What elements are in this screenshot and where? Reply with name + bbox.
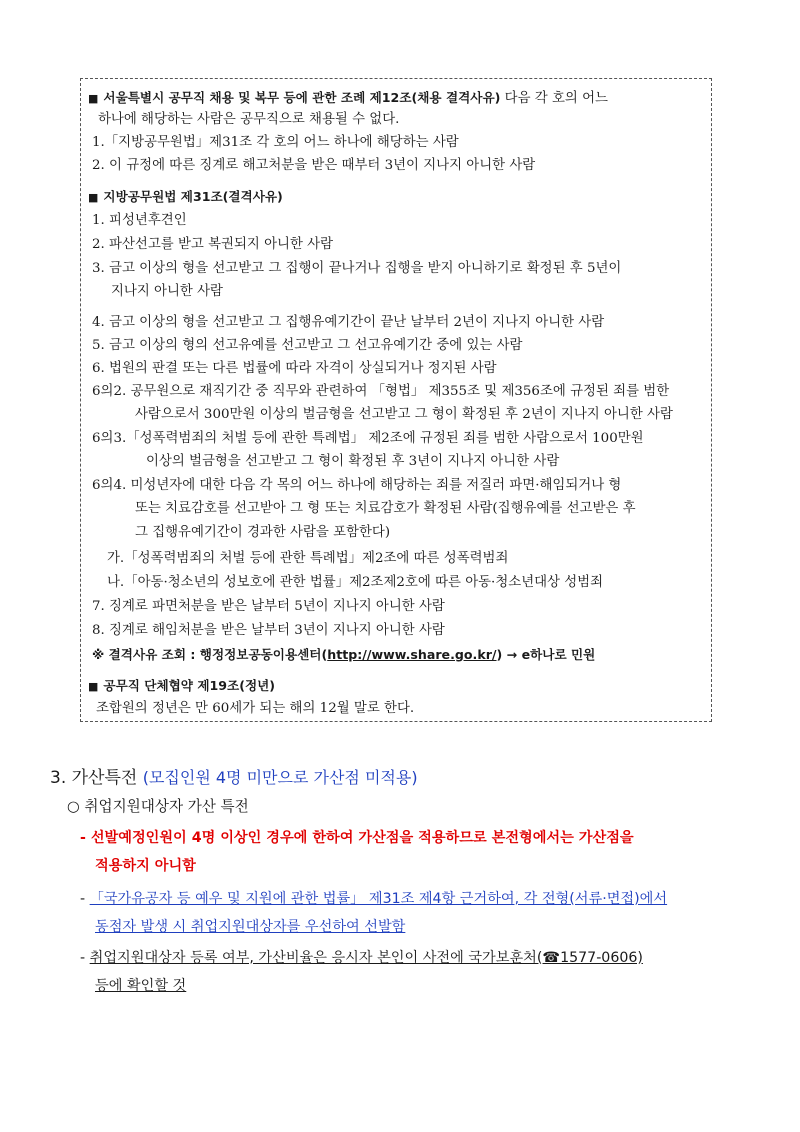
law-line: 그 집행유예기간이 경과한 사람을 포함한다) [135,525,391,540]
bonus-note-1-line-1: - 선발예정인원이 4명 이상인 경우에 한하여 가산점을 적용하므로 본전형에서는 가산점을 [80,830,634,846]
law-line: 6. 법원의 판결 또는 다른 법률에 따라 자격이 상실되거나 정지된 사람 [92,361,497,376]
law-line: 7. 징계로 파면처분을 받은 날부터 5년이 지나지 아니한 사람 [92,599,445,614]
law-line: 6의4. 미성년자에 대한 다음 각 목의 어느 하나에 해당하는 죄를 저질러 파면·해임되거나 형 [92,478,622,493]
law-line: 사람으로서 300만원 이상의 벌금형을 선고받고 그 형이 확정된 후 2년이 지나지 아니한 사람 [135,407,673,422]
disqualification-lookup-note: ※ 결격사유 조회 : 행정정보공동이용센터(http://www.share.go.kr/) → e하나로 민원 [92,647,596,662]
law-line: 또는 치료감호를 선고받아 그 형 또는 치료감호가 확정된 사람(집행유예를 선고받은 후 [135,501,636,516]
ordinance-line: 하나에 해당하는 사람은 공무직으로 채용될 수 없다. [98,112,400,127]
law-line: 8. 징계로 해임처분을 받은 날부터 3년이 지나지 아니한 사람 [92,623,445,638]
law-line: 2. 파산선고를 받고 복권되지 아니한 사람 [92,237,334,252]
law-line: 6의2. 공무원으로 재직기간 중 직무와 관련하여 「형법」 제355조 및 제356조에 규정된 죄를 범한 [92,384,670,399]
law-line: 나.「아동·청소년의 성보호에 관한 법률」제2조제2호에 따른 아동·청소년대상 성범죄 [107,575,604,590]
ordinance-item-2: 2. 이 규정에 따른 징계로 해고처분을 받은 때부터 3년이 지나지 아니한 사람 [92,158,536,173]
square-bullet-icon: ■ [88,680,99,693]
bonus-note-2-line-2: 동점자 발생 시 취업지원대상자를 우선하여 선발함 [95,919,406,935]
square-bullet-icon: ■ [88,191,99,204]
law-line: 6의3.「성폭력범죄의 처벌 등에 관한 특례법」 제2조에 규정된 죄를 범한 사람으로서 100만원 [92,431,644,446]
agreement-line: 조합원의 정년은 만 60세가 되는 해의 12월 말로 한다. [96,701,415,716]
bonus-note-1-line-2: 적용하지 아니함 [95,858,196,874]
bonus-note-3-line-1: - 취업지원대상자 등록 여부, 가산비율은 응시자 본인이 사전에 국가보훈처(☎1577-0606) [80,950,643,966]
bonus-note-2-line-1: - 「국가유공자 등 예우 및 지원에 관한 법률」 제31조 제4항 근거하여, 각 전형(서류·면접)에서 [80,891,668,907]
law-line: 3. 금고 이상의 형을 선고받고 그 집행이 끝나거나 집행을 받지 아니하기로 확정된 후 5년이 [92,261,622,276]
section-subtitle: (모집인원 4명 미만으로 가산점 미적용) [142,768,418,787]
bonus-note-3-line-2: 등에 확인할 것 [95,978,187,994]
law-line: 1. 피성년후견인 [92,213,187,228]
law-line: 이상의 벌금형을 선고받고 그 형이 확정된 후 3년이 지나지 아니한 사람 [146,454,560,469]
law-line: 4. 금고 이상의 형을 선고받고 그 집행유예기간이 끝난 날부터 2년이 지나지 아니한 사람 [92,315,605,330]
law-header: ■ 지방공무원법 제31조(결격사유) [88,189,283,204]
law-line: 가.「성폭력범죄의 처벌 등에 관한 특례법」제2조에 따른 성폭력범죄 [107,551,509,566]
agreement-header: ■ 공무직 단체협약 제19조(정년) [88,678,276,693]
section-title: 3. 가산특전 (모집인원 4명 미만으로 가산점 미적용) [50,768,418,788]
bonus-item-heading: ○ 취업지원대상자 가산 특전 [67,798,249,815]
square-bullet-icon: ■ [88,92,99,105]
ordinance-header: ■ 서울특별시 공무직 채용 및 복무 등에 관한 조례 제12조(채용 결격사유) 다음 각 호의 어느 [88,90,608,106]
ordinance-item-1: 1.「지방공무원법」제31조 각 호의 어느 하나에 해당하는 사람 [92,135,459,150]
law-line: 5. 금고 이상의 형의 선고유예를 선고받고 그 선고유예기간 중에 있는 사람 [92,338,523,353]
share-center-link[interactable]: http://www.share.go.kr/ [327,647,497,662]
law-line: 지나지 아니한 사람 [111,284,223,299]
